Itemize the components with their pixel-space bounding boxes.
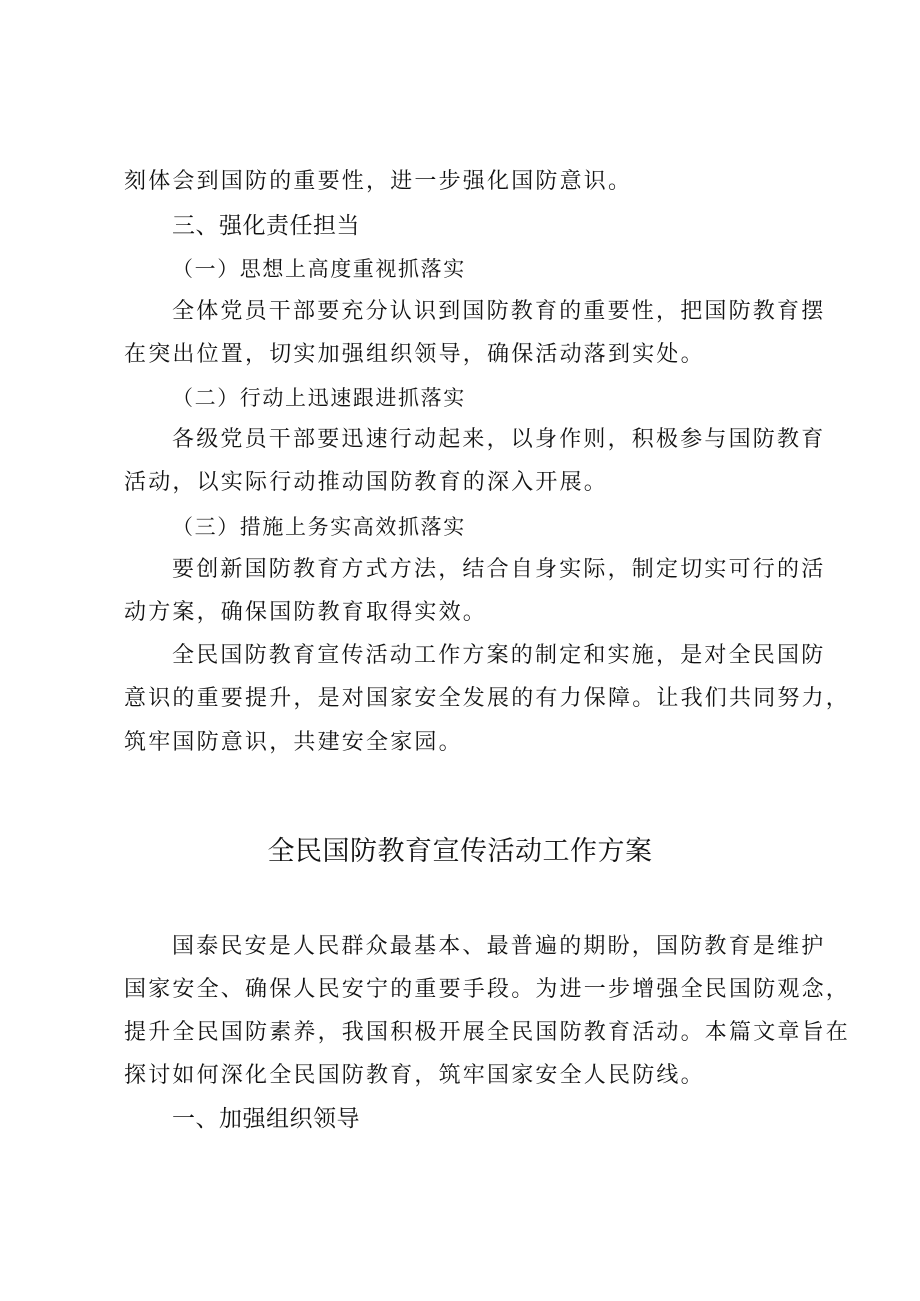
paragraph-line: 探讨如何深化全民国防教育，筑牢国家安全人民防线。: [124, 1063, 705, 1088]
article-title: 全民国防教育宣传活动工作方案: [267, 836, 653, 867]
paragraph-line: 动方案，确保国防教育取得实效。: [124, 600, 488, 625]
paragraph-line: 在突出位置，切实加强组织领导，确保活动落到实处。: [124, 342, 705, 367]
paragraph-line: 筑牢国防意识，共建安全家园。: [124, 730, 463, 755]
paragraph-line: 国泰民安是人民群众最基本、最普遍的期盼，国防教育是维护: [172, 934, 826, 959]
subsection-title: （二）行动上迅速跟进抓落实: [172, 386, 466, 410]
paragraph-line: 活动，以实际行动推动国防教育的深入开展。: [124, 470, 609, 495]
paragraph-line: 意识的重要提升，是对国家安全发展的有力保障。让我们共同努力，: [124, 686, 851, 711]
paragraph-line: 全民国防教育宣传活动工作方案的制定和实施，是对全民国防: [172, 643, 826, 668]
paragraph-line: 刻体会到国防的重要性，进一步强化国防意识。: [124, 169, 633, 194]
section-heading: 三、强化责任担当: [172, 213, 360, 239]
paragraph-line: 各级党员干部要迅速行动起来，以身作则，积极参与国防教育: [172, 427, 826, 452]
paragraph-line: 提升全民国防素养，我国积极开展全民国防教育活动。本篇文章旨在: [124, 1020, 851, 1045]
paragraph-line: 国家安全、确保人民安宁的重要手段。为进一步增强全民国防观念，: [124, 977, 851, 1002]
paragraph-line: 要创新国防教育方式方法，结合自身实际，制定切实可行的活: [172, 557, 826, 582]
paragraph-line: 全体党员干部要充分认识到国防教育的重要性，把国防教育摆: [172, 299, 826, 324]
section-heading: 一、加强组织领导: [172, 1106, 360, 1132]
subsection-title: （一）思想上高度重视抓落实: [172, 257, 466, 281]
subsection-title: （三）措施上务实高效抓落实: [172, 515, 466, 539]
